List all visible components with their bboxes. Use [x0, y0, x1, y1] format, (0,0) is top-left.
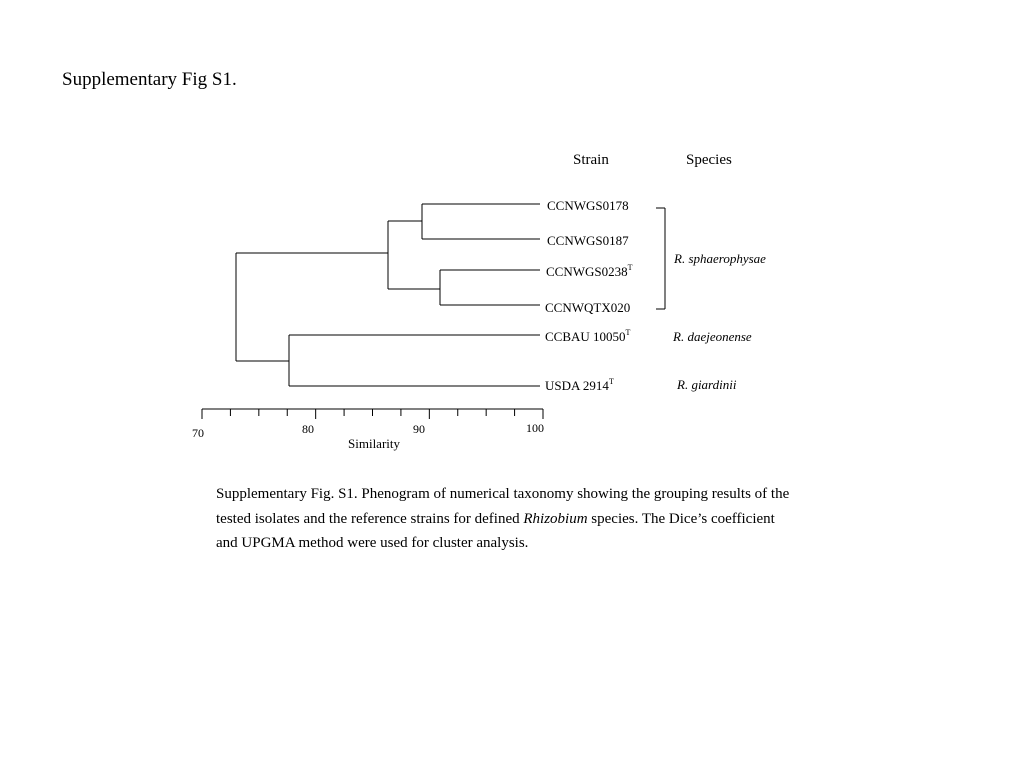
tick-label: 100 [526, 421, 544, 435]
strain-label: $CCNWGS0238^T$ [546, 263, 633, 279]
strain-label: CCNWGS0187 [547, 233, 629, 248]
tick-label: 70 [192, 426, 204, 440]
page-title: Supplementary Fig S1. [62, 69, 237, 90]
species-label: R. daejeonense [673, 329, 752, 344]
strain-label: CCNWQTX020 [545, 300, 631, 315]
species-header: Species [686, 152, 732, 168]
strain-label: USDA $2914^T$ [545, 377, 614, 393]
strain-header: Strain [573, 152, 609, 168]
axis-label: Similarity [348, 436, 400, 451]
tick-label: 80 [302, 422, 314, 436]
strain-label: CCNWGS0178 [547, 198, 629, 213]
species-label: R. sphaerophysae [674, 251, 766, 266]
caption-line: Supplementary Fig. S1. Phenogram of numerical taxonomy showing the grouping results of the [216, 486, 790, 502]
caption-line: tested isolates and the reference strains for defined Rhizobium species. The Dice’s coefficient [216, 510, 775, 527]
species-label: R. giardinii [677, 377, 737, 392]
strain-label: CCBAU $10050^T$ [545, 328, 631, 344]
caption-line: and UPGMA method were used for cluster analysis. [216, 535, 529, 551]
tick-label: 90 [413, 422, 425, 436]
figure-caption [216, 482, 896, 556]
